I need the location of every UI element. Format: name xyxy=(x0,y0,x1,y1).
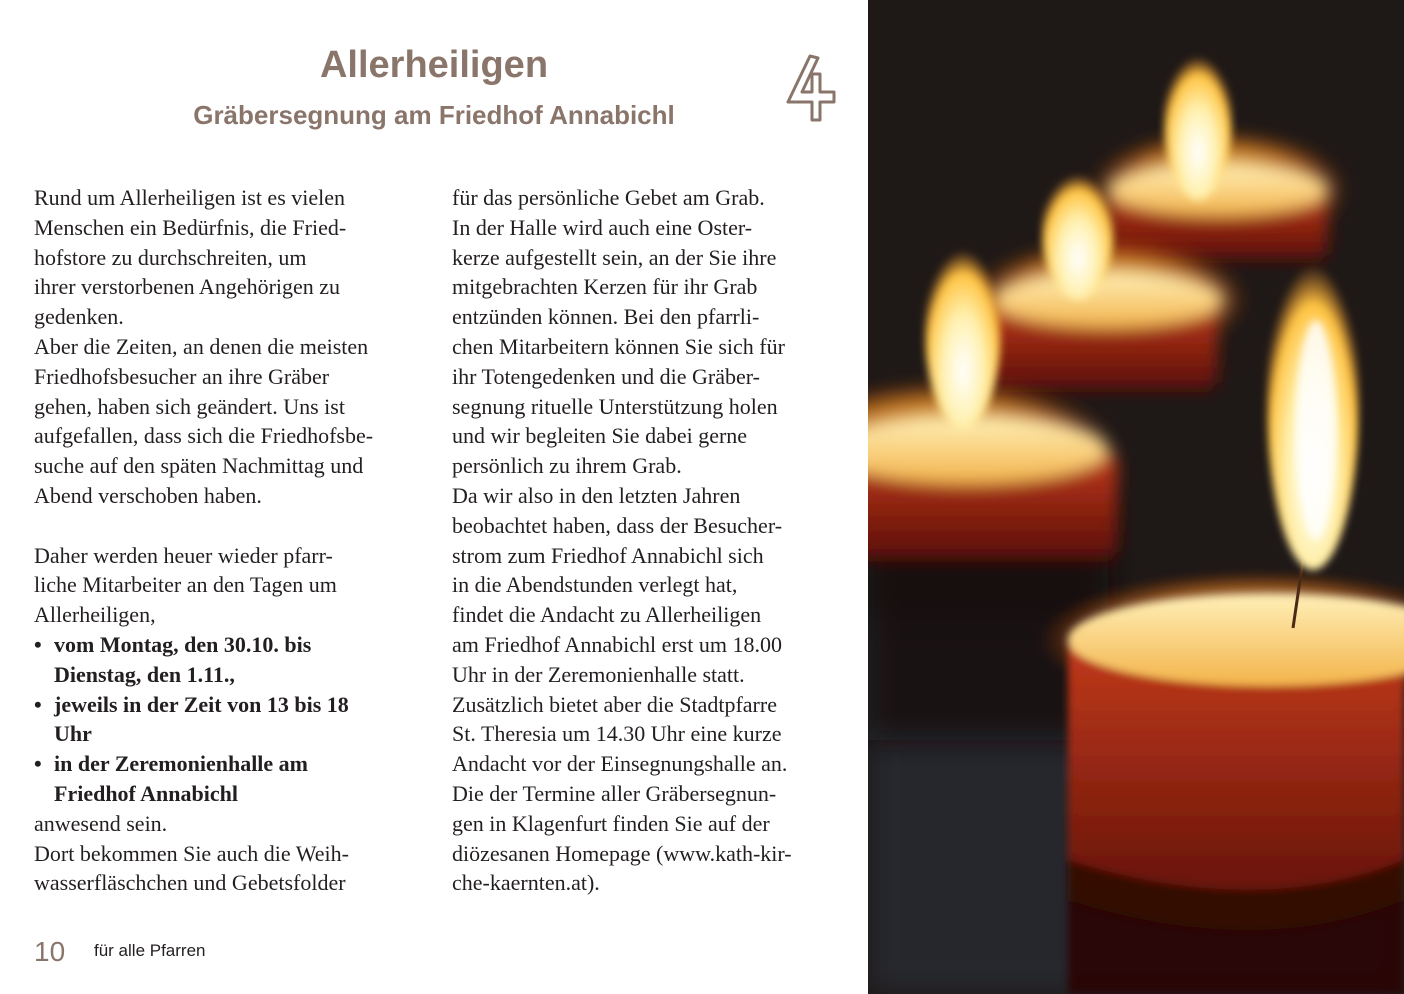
text-line: ihrer verstorbenen Angehörigen zu xyxy=(34,274,341,300)
bullet-line: • vom Montag, den 30.10. bis xyxy=(54,631,312,657)
bullet-line: • jeweils in der Zeit von 13 bis 18 xyxy=(54,691,349,717)
text-line: Friedhofsbesucher an ihre Gräber xyxy=(34,363,330,389)
text-line: Daher werden heuer wieder pfarr- xyxy=(34,542,333,568)
text-line: diözesanen Homepage (www.kath-kir- xyxy=(452,840,792,866)
footer-label: für alle Pfarren xyxy=(94,941,206,960)
text-line: che-kaernten.at). xyxy=(452,870,600,896)
text-line: liche Mitarbeiter an den Tagen um xyxy=(34,572,337,598)
schedule-bullet-list xyxy=(34,630,424,809)
text-line: kerze aufgestellt sein, an der Sie ihre xyxy=(452,244,777,270)
text-line: In der Halle wird auch eine Oster- xyxy=(452,214,753,240)
text-line: in die Abendstunden verlegt hat, xyxy=(452,572,738,598)
bullet-item xyxy=(34,630,424,690)
text-line: Rund um Allerheiligen ist es vielen xyxy=(34,185,346,210)
cross-four-icon xyxy=(784,52,840,124)
text-line: Die der Termine aller Gräbersegnun- xyxy=(452,780,777,806)
text-line: beobachtet haben, dass der Besucher- xyxy=(452,512,783,538)
text-line: Uhr in der Zeremonienhalle statt. xyxy=(452,661,745,687)
text-line: Zusätzlich bietet aber die Stadtpfarre xyxy=(452,691,777,717)
paragraph-intro xyxy=(34,183,424,511)
bullet-line: Dienstag, den 1.11., xyxy=(54,661,235,687)
text-line: findet die Andacht zu Allerheiligen xyxy=(452,602,762,628)
text-line: anwesend sein. xyxy=(34,810,168,836)
text-line: chen Mitarbeitern können Sie sich für xyxy=(452,333,785,359)
bullet-line: Friedhof Annabichl xyxy=(54,780,238,806)
text-line: ihr Totengedenken und die Gräber- xyxy=(452,363,760,389)
text-line: strom zum Friedhof Annabichl sich xyxy=(452,542,764,568)
text-line: Menschen ein Bedürfnis, die Fried- xyxy=(34,214,347,240)
page-number: 10 xyxy=(34,936,66,967)
text-line: Dort bekommen Sie auch die Weih- xyxy=(34,840,349,866)
paragraph-gap xyxy=(34,511,424,541)
page-title: Allerheiligen xyxy=(319,44,549,86)
text-line: segnung rituelle Unterstützung holen xyxy=(452,393,778,419)
bullet-line: Uhr xyxy=(54,721,92,747)
text-line: Allerheiligen, xyxy=(34,602,156,628)
text-line: persönlich zu ihrem Grab. xyxy=(452,453,682,479)
text-line: suche auf den späten Nachmittag und xyxy=(34,453,364,479)
candles-photo xyxy=(868,0,1404,994)
text-line: St. Theresia um 14.30 Uhr eine kurze xyxy=(452,721,782,747)
text-line: entzünden können. Bei den pfarrli- xyxy=(452,304,760,330)
text-line: wasserfläschchen und Gebetsfolder xyxy=(34,870,346,896)
text-line: gedenken. xyxy=(34,304,124,330)
text-column-left xyxy=(34,183,424,898)
text-line: und wir begleiten Sie dabei gerne xyxy=(452,423,748,449)
text-line: am Friedhof Annabichl erst um 18.00 xyxy=(452,631,782,657)
text-column-right xyxy=(452,183,852,898)
text-line: mitgebrachten Kerzen für ihr Grab xyxy=(452,274,758,300)
paragraph-closing xyxy=(34,809,424,898)
text-line: gehen, haben sich geändert. Uns ist xyxy=(34,393,345,419)
text-line: Aber die Zeiten, an denen die meisten xyxy=(34,333,369,359)
text-line: Andacht vor der Einsegnungshalle an. xyxy=(452,751,788,777)
page-subtitle: Gräbersegnung am Friedhof Annabichl xyxy=(193,100,675,130)
paragraph-schedule xyxy=(34,541,424,630)
bullet-item xyxy=(34,690,424,750)
text-line: für das persönliche Gebet am Grab. xyxy=(452,185,765,210)
bullet-item xyxy=(34,749,424,809)
bullet-line: • in der Zeremonienhalle am xyxy=(54,751,309,777)
text-line: Da wir also in den letzten Jahren xyxy=(452,482,741,508)
text-line: aufgefallen, dass sich die Friedhofsbe- xyxy=(34,423,374,449)
text-line: Abend verschoben haben. xyxy=(34,482,262,508)
text-line: gen in Klagenfurt finden Sie auf der xyxy=(452,810,770,836)
text-line: hofstore zu durchschreiten, um xyxy=(34,244,307,270)
